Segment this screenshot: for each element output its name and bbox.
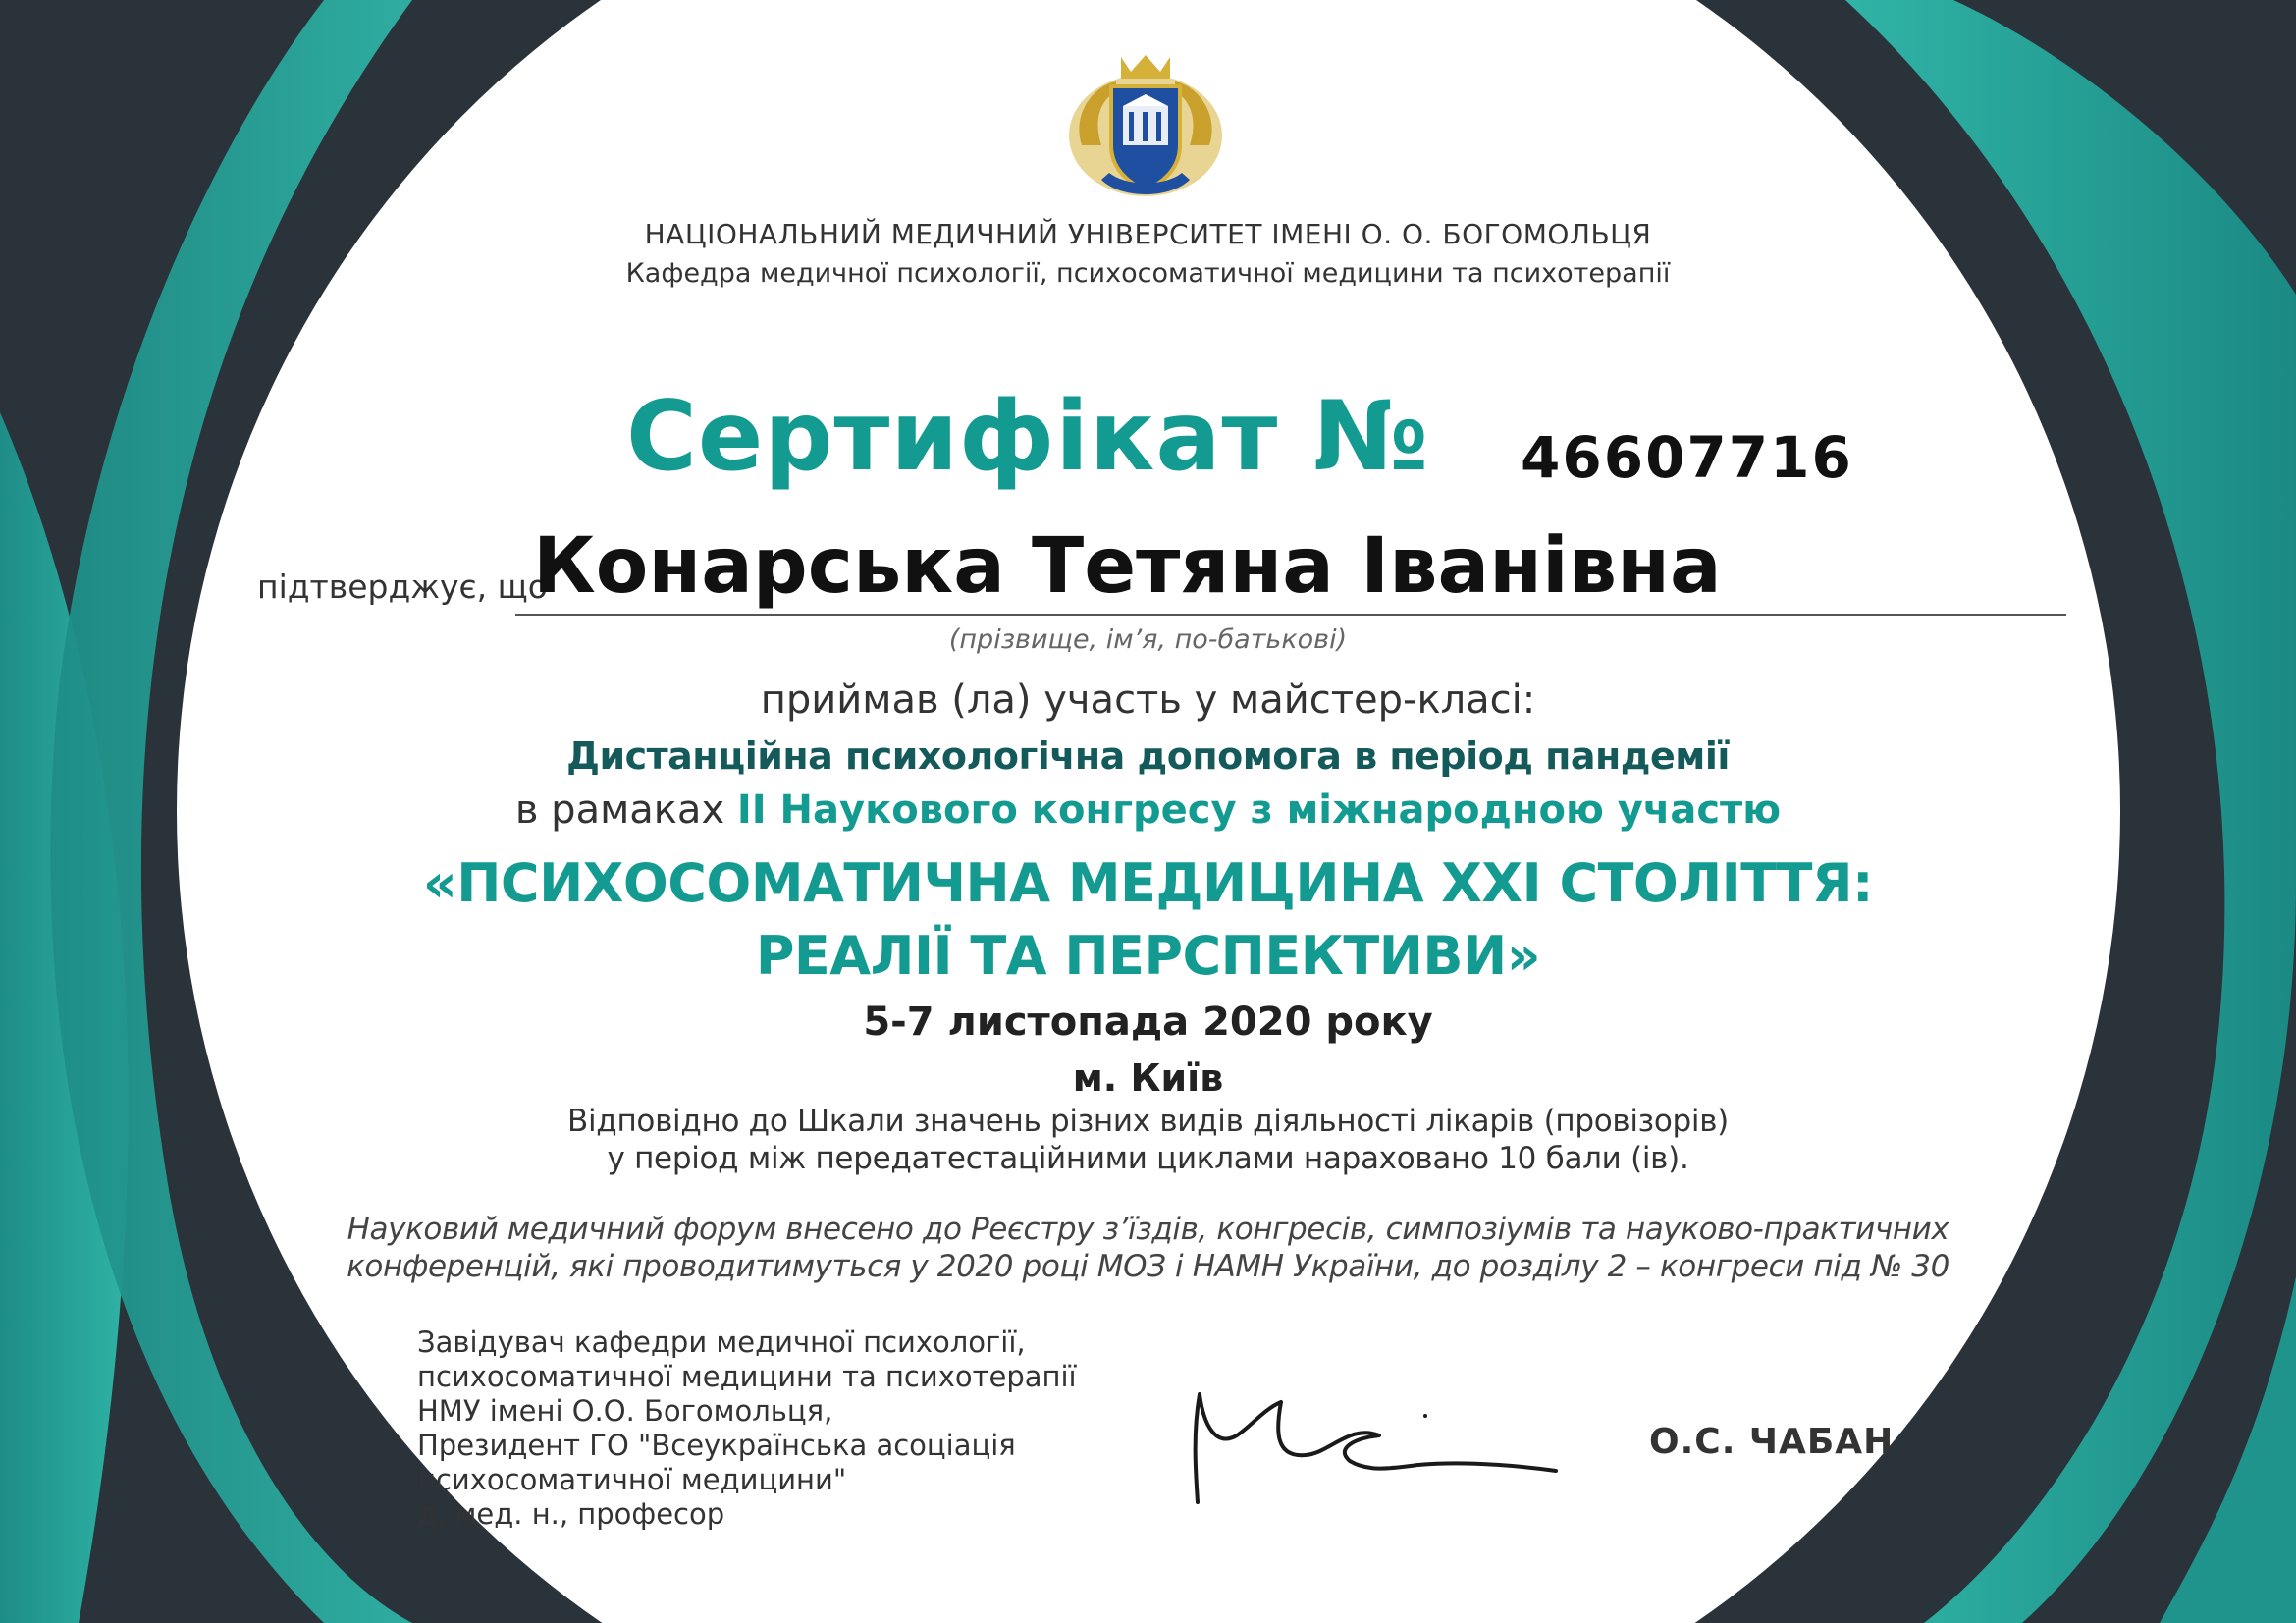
congress-name: ІІ Наукового конгресу з міжнародною участю xyxy=(736,787,1782,833)
name-underline xyxy=(515,614,2066,616)
name-caption: (прізвище, ім’я, по-батькові) xyxy=(948,624,1348,655)
signatory-name: О.С. ЧАБАН xyxy=(1649,1422,1895,1462)
recipient-name: Конарська Тетяна Іванівна xyxy=(533,522,1722,611)
registry-text-line2: конференцій, які проводитимуться у 2020 році МОЗ і НАМН України, до розділу 2 – конгреси під № 30 xyxy=(347,1249,1949,1284)
department-name: Кафедра медичної психології, психосоматичної медицини та психотерапії xyxy=(625,258,1671,289)
event-city: м. Київ xyxy=(1072,1056,1224,1100)
certificate-number: 46607716 xyxy=(1521,424,1853,491)
framework-line xyxy=(0,787,2296,833)
certificate-title: Сертифікат № xyxy=(626,381,1430,493)
signatory-title-line: Президент ГО "Всеукраїнська асоціація xyxy=(417,1429,1016,1462)
masterclass-title: Дистанційна психологічна допомога в період пандемії xyxy=(566,734,1730,778)
signatory-title-line: психосоматичної медицини та психотерапії xyxy=(417,1360,1077,1393)
congress-title-line1: «ПСИХОСОМАТИЧНА МЕДИЦИНА ХХІ СТОЛІТТЯ: xyxy=(422,852,1874,914)
participation-text: приймав (ла) участь у майстер-класі: xyxy=(760,677,1536,723)
points-text-line1: Відповідно до Шкали значень різних видів діяльності лікарів (провізорів) xyxy=(567,1104,1729,1139)
signatory-title-line: НМУ імені О.О. Богомольця, xyxy=(417,1394,833,1428)
event-dates: 5-7 листопада 2020 року xyxy=(863,1000,1433,1045)
signatory-title-line: д. мед. н., професор xyxy=(417,1497,725,1531)
university-crest-icon xyxy=(1062,47,1229,204)
registry-text-line1: Науковий медичний форум внесено до Реєстру з’їздів, конгресів, симпозіумів та науково-практичних xyxy=(347,1212,1949,1247)
points-text-line2: у період між передатестаційними циклами нараховано 10 бали (ів). xyxy=(607,1141,1689,1176)
confirms-prefix: підтверджує, що xyxy=(257,568,548,606)
signatory-title-line: психосоматичної медицини" xyxy=(417,1463,847,1496)
congress-title-line2: РЕАЛІЇ ТА ПЕРСПЕКТИВИ» xyxy=(755,925,1541,987)
signatory-title-line: Завідувач кафедри медичної психології, xyxy=(417,1325,1026,1359)
handwritten-signature xyxy=(1168,1375,1580,1512)
university-name: НАЦІОНАЛЬНИЙ МЕДИЧНИЙ УНІВЕРСИТЕТ ІМЕНІ О. О. БОГОМОЛЬЦЯ xyxy=(644,218,1652,250)
framework-prefix: в рамаках xyxy=(514,787,725,833)
